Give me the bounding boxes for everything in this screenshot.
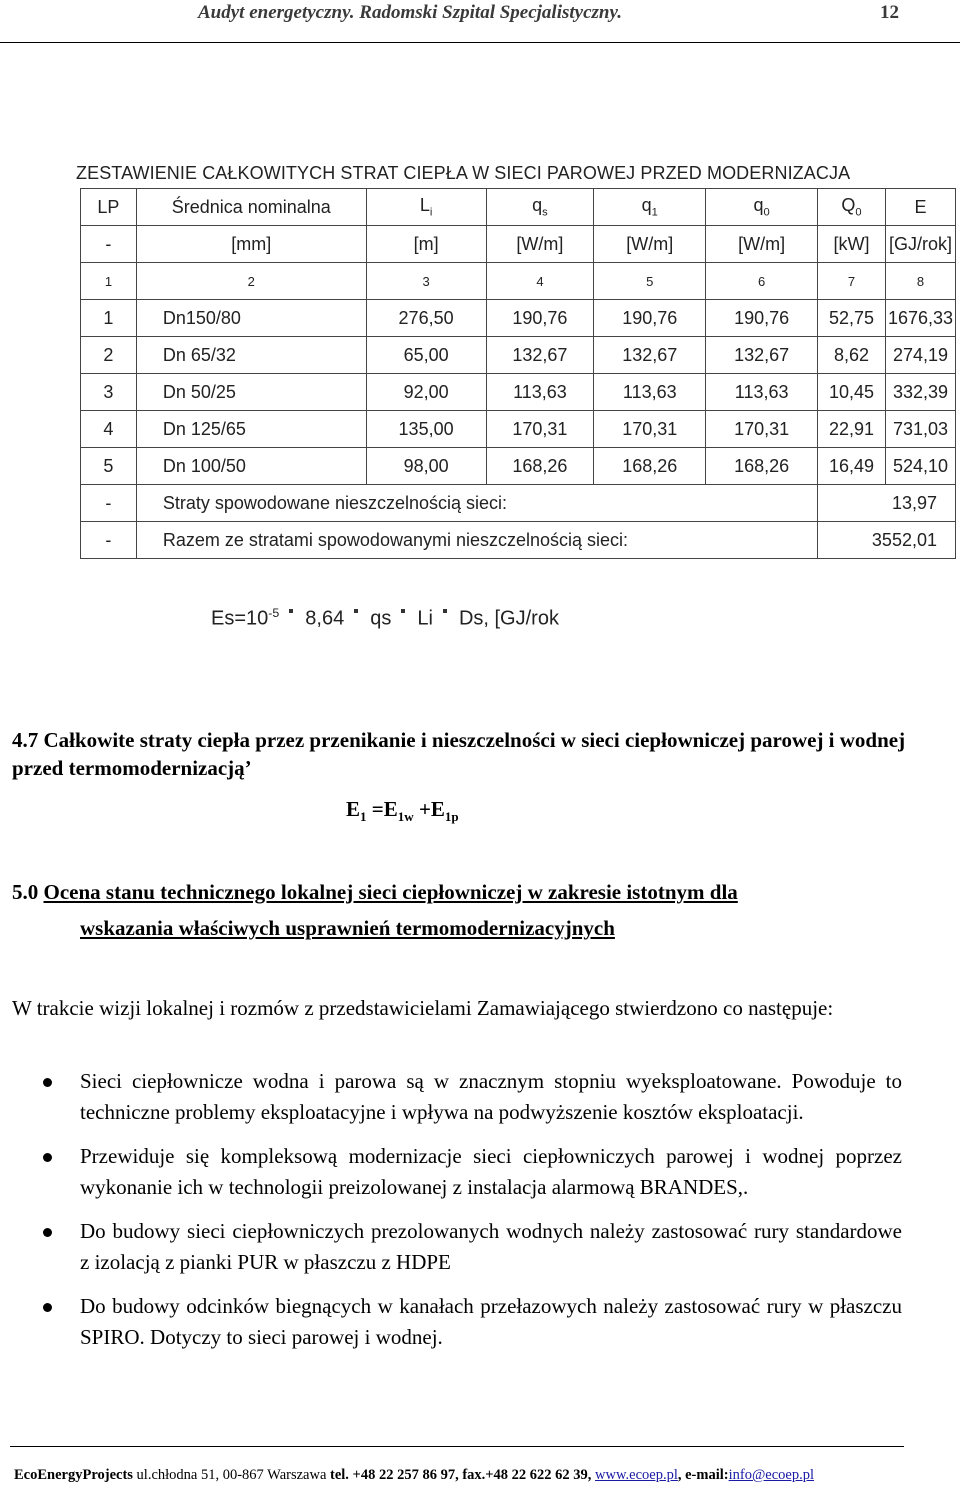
row-q1: 132,67	[594, 337, 706, 374]
row-lp: 4	[81, 411, 137, 448]
row-q0: 168,26	[706, 448, 818, 485]
loss-formula: $Es=10^{-5}$ 8,64 qs Li Ds, [GJ/rok	[211, 606, 559, 630]
row-q1: 190,76	[594, 300, 706, 337]
header-title: Audyt energetyczny. Radomski Szpital Specjalistyczny.	[198, 2, 622, 23]
colnum-cell: 1	[81, 263, 137, 300]
list-item: Przewiduje się kompleksową modernizacje sieci ciepłowniczych parowej i wodnej poprzez wykonanie ich w technologii preizolowanej z instalacja alarmową BRANDES,.	[40, 1141, 902, 1203]
col-Q0-header: $Q_0$	[818, 189, 886, 226]
bullet-icon	[43, 1228, 52, 1237]
colnum-cell: 8	[885, 263, 955, 300]
col-q1-header: $q_1$	[594, 189, 706, 226]
section-4-7-equation: $E_1 =E_{1w} +E_{1p}$	[346, 797, 459, 825]
row-qs: 190,76	[486, 300, 594, 337]
total-row	[81, 522, 956, 559]
unit-cell: [GJ/rok]	[885, 226, 955, 263]
row-qs: 113,63	[486, 374, 594, 411]
row-qs: 168,26	[486, 448, 594, 485]
table-row	[81, 374, 956, 411]
row-lp: 5	[81, 448, 137, 485]
losses-lp: -	[81, 485, 137, 522]
row-Q0: 8,62	[818, 337, 886, 374]
colnum-cell: 3	[366, 263, 486, 300]
table-header-row	[81, 189, 956, 226]
list-item: Do budowy odcinków biegnących w kanałach przełazowych należy zastosować rury w płaszczu SPIRO. Dotyczy to sieci parowej i wodnej.	[40, 1291, 902, 1353]
bullet-icon	[43, 1078, 52, 1087]
unit-cell: [kW]	[818, 226, 886, 263]
losses-row	[81, 485, 956, 522]
row-q1: 170,31	[594, 411, 706, 448]
losses-label: Straty spowodowane nieszczelnością sieci:	[136, 485, 817, 522]
col-li-header: $L_i$	[366, 189, 486, 226]
colnum-cell: 7	[818, 263, 886, 300]
unit-cell: [W/m]	[594, 226, 706, 263]
multiply-dot-icon	[401, 609, 405, 613]
col-name-header: Średnica nominalna	[136, 189, 366, 226]
row-name: Dn 50/25	[136, 374, 366, 411]
intro-paragraph: W trakcie wizji lokalnej i rozmów z przedstawicielami Zamawiającego stwierdzono co następuje:	[12, 996, 834, 1020]
col-qs-header: $q_s$	[486, 189, 594, 226]
footer-www-link[interactable]: www.ecoep.pl	[595, 1467, 678, 1483]
row-E: 332,39	[885, 374, 955, 411]
section-number: 5.0	[12, 880, 39, 904]
table-colnum-row	[81, 263, 956, 300]
row-q1: 168,26	[594, 448, 706, 485]
row-q1: 113,63	[594, 374, 706, 411]
row-li: 92,00	[366, 374, 486, 411]
footer-divider	[10, 1446, 904, 1447]
section-title-line1: Ocena stanu technicznego lokalnej sieci ciepłowniczej w zakresie istotnym dla	[43, 880, 738, 904]
losses-value: 13,97	[818, 485, 956, 522]
section-5-0-heading	[12, 874, 942, 946]
row-name: Dn150/80	[136, 300, 366, 337]
multiply-dot-icon	[354, 609, 358, 613]
unit-cell: [W/m]	[486, 226, 594, 263]
page-header	[0, 0, 960, 43]
table-units-row	[81, 226, 956, 263]
row-name: Dn 125/65	[136, 411, 366, 448]
row-Q0: 10,45	[818, 374, 886, 411]
row-E: 274,19	[885, 337, 955, 374]
col-lp-header: LP	[81, 189, 137, 226]
bullet-icon	[43, 1153, 52, 1162]
unit-cell: [W/m]	[706, 226, 818, 263]
row-E: 731,03	[885, 411, 955, 448]
footer-address: ul.chłodna 51, 00-867 Warszawa	[132, 1467, 331, 1483]
heat-loss-table	[80, 188, 956, 559]
row-Q0: 16,49	[818, 448, 886, 485]
findings-list	[40, 1066, 902, 1366]
row-q0: 190,76	[706, 300, 818, 337]
section-4-7-heading: 4.7 Całkowite straty ciepła przez przenikanie i nieszczelności w sieci ciepłowniczej parowej i wodnej przed termomodernizacją’	[12, 728, 906, 780]
table-row	[81, 300, 956, 337]
unit-cell: -	[81, 226, 137, 263]
list-item: Do budowy sieci ciepłowniczych prezolowanych wodnych należy zastosować rury standardowe z izolacją z pianki PUR w płaszczu z HDPE	[40, 1216, 902, 1278]
row-name: Dn 100/50	[136, 448, 366, 485]
footer-phone: tel. +48 22 257 86 97, fax.+48 22 622 62 39,	[330, 1467, 596, 1483]
multiply-dot-icon	[289, 609, 293, 613]
row-qs: 170,31	[486, 411, 594, 448]
section-title-line2: wskazania właściwych usprawnień termomodernizacyjnych	[80, 916, 615, 940]
row-lp: 1	[81, 300, 137, 337]
table-row	[81, 448, 956, 485]
col-q0-header: $q_0$	[706, 189, 818, 226]
row-q0: 132,67	[706, 337, 818, 374]
row-qs: 132,67	[486, 337, 594, 374]
table-row	[81, 337, 956, 374]
total-value: 3552,01	[818, 522, 956, 559]
row-E: 524,10	[885, 448, 955, 485]
footer-email-label: , e-mail:	[677, 1467, 729, 1483]
total-lp: -	[81, 522, 137, 559]
footer-email-link[interactable]: info@ecoep.pl	[728, 1467, 815, 1483]
page-number: 12	[880, 2, 899, 23]
bullet-icon	[43, 1303, 52, 1312]
row-q0: 170,31	[706, 411, 818, 448]
row-li: 98,00	[366, 448, 486, 485]
row-li: 65,00	[366, 337, 486, 374]
footer-company: EcoEnergyProjects	[14, 1467, 133, 1483]
unit-cell: [m]	[366, 226, 486, 263]
list-item: Sieci ciepłownicze wodna i parowa są w znacznym stopniu wyeksploatowane. Powoduje to techniczne problemy eksploatacyjne i wpływa na podwyższenie kosztów eksploatacji.	[40, 1066, 902, 1128]
table-row	[81, 411, 956, 448]
col-E-header: E	[885, 189, 955, 226]
table-title: ZESTAWIENIE CAŁKOWITYCH STRAT CIEPŁA W SIECI PAROWEJ PRZED MODERNIZACJA	[76, 163, 851, 183]
row-lp: 3	[81, 374, 137, 411]
total-label: Razem ze stratami spowodowanymi nieszczelnością sieci:	[136, 522, 817, 559]
row-Q0: 22,91	[818, 411, 886, 448]
row-Q0: 52,75	[818, 300, 886, 337]
row-q0: 113,63	[706, 374, 818, 411]
colnum-cell: 5	[594, 263, 706, 300]
row-li: 276,50	[366, 300, 486, 337]
row-li: 135,00	[366, 411, 486, 448]
row-E: 1676,33	[885, 300, 955, 337]
colnum-cell: 6	[706, 263, 818, 300]
row-lp: 2	[81, 337, 137, 374]
colnum-cell: 2	[136, 263, 366, 300]
page-footer	[14, 1467, 814, 1484]
colnum-cell: 4	[486, 263, 594, 300]
unit-cell: [mm]	[136, 226, 366, 263]
multiply-dot-icon	[443, 609, 447, 613]
row-name: Dn 65/32	[136, 337, 366, 374]
